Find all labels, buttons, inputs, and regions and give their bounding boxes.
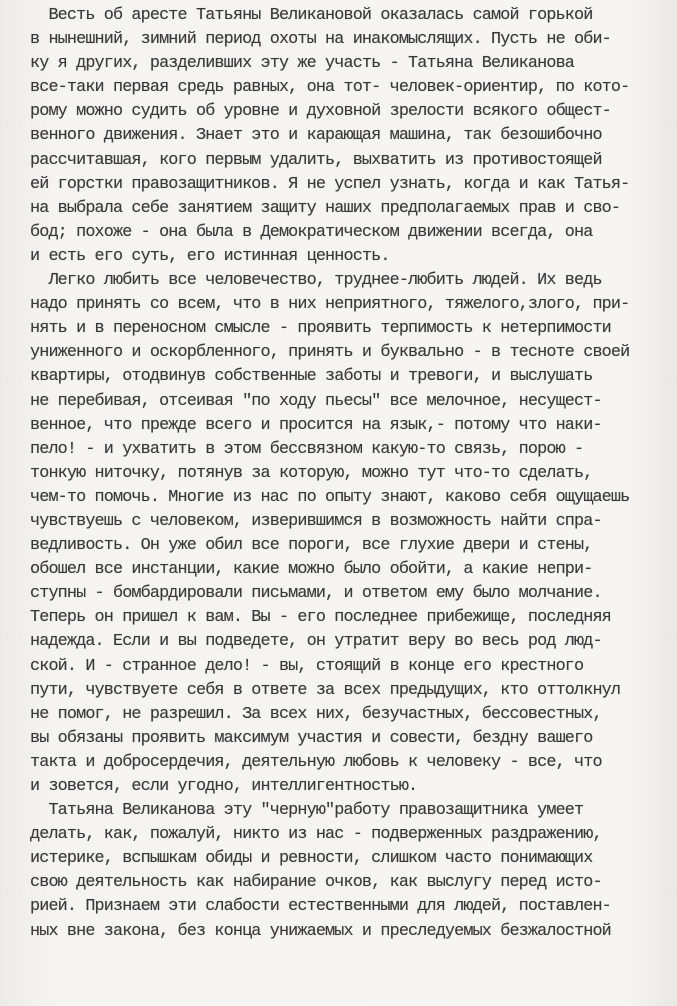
text-line: надежда. Если и вы подведете, он утратит веру во весь род люд-: [30, 632, 602, 652]
text-line: рому можно судить об уровне и духовной зрелости всякого общест-: [30, 102, 611, 122]
text-line: бод; похоже - она была в Демократическом движении всегда, она: [30, 222, 593, 242]
text-line: и есть его суть, его истинная ценность.: [30, 246, 390, 266]
text-line: в нынешний, зимний период охоты на инакомыслящих. Пусть не оби-: [30, 30, 611, 50]
text-line: на выбрала себе занятием защиту наших предполагаемых прав и сво-: [30, 198, 621, 218]
text-line: и зовется, если угодно, интеллигентностью.: [30, 777, 418, 796]
text-line: свою деятельность как набирание очков, как выслугу перед исто-: [30, 873, 602, 893]
text-line: рией. Признаем эти слабости естественными для людей, поставлен-: [30, 897, 611, 917]
text-line: не перебивая, отсеивая "по ходу пьесы" все мелочное, несущест-: [30, 391, 602, 411]
text-line: пело! - и ухватить в этом бессвязном какую-то связь, порою -: [30, 439, 584, 459]
text-line: тонкую ниточку, потянув за которую, можно тут что-то сделать,: [30, 463, 593, 483]
text-line: венное, что прежде всего и просится на язык,- потому что наки-: [30, 415, 602, 435]
text-line: такта и добросердечия, деятельную любовь к человеку - все, что: [30, 752, 602, 772]
text-line: Теперь он пришел к вам. Вы - его последнее прибежище, последняя: [30, 608, 611, 628]
text-line: делать, как, пожалуй, никто из нас - подверженных раздражению,: [30, 825, 602, 845]
text-line: чем-то помочь. Многие из нас по опыту знают, каково себя ощущаешь: [30, 487, 630, 507]
paragraph-3: [30, 799, 670, 944]
text-line: вы обязаны проявить максимум участия и совести, бездну вашего: [30, 728, 593, 748]
text-line: квартиры, отодвинув собственные заботы и тревоги, и выслушать: [30, 367, 593, 387]
text-line: все-таки первая средь равных, она тот- человек-ориентир, по кото-: [30, 78, 630, 98]
text-line: униженного и оскорбленного, принять и буквально - в тесноте своей: [30, 343, 630, 363]
text-line: надо принять со всем, что в них неприятного, тяжелого,злого, при-: [30, 295, 630, 315]
document-text: [30, 4, 670, 944]
text-line: Весть об аресте Татьяны Великановой оказалась самой горькой: [30, 6, 593, 25]
text-line: не помог, не разрешил. За всех них, безучастных, бессовестных,: [30, 704, 602, 724]
paragraph-2: [30, 269, 670, 799]
text-line: нять и в переносном смысле - проявить терпимость к нетерпимости: [30, 319, 611, 339]
text-line: ей горстки правозащитников. Я не успел узнать, когда и как Татья-: [30, 174, 630, 194]
text-line: истерике, вспышкам обиды и ревности, слишком часто понимающих: [30, 849, 593, 869]
text-line: чувствуешь с человеком, изверившимся в возможность найти спра-: [30, 511, 602, 531]
text-line: ской. И - странное дело! - вы, стоящий в конце его крестного: [30, 656, 584, 676]
text-line: ведливость. Он уже обил все пороги, все глухие двери и стены,: [30, 536, 593, 556]
text-line: ступны - бомбардировали письмами, и ответом ему было молчание.: [30, 584, 602, 604]
text-line: Татьяна Великанова эту "черную"работу правозащитника умеет: [30, 801, 584, 821]
text-line: пути, чувствуете себя в ответе за всех предыдущих, кто оттолкнул: [30, 680, 621, 700]
text-line: рассчитавшая, кого первым удалить, выхватить из противостоящей: [30, 150, 602, 170]
text-line: Легко любить все человечество, труднее-любить людей. Их ведь: [30, 271, 602, 291]
text-line: обошел все инстанции, какие можно было обойти, а какие непри-: [30, 560, 593, 580]
text-line: ку я других, разделивших эту же участь - Татьяна Великанова: [30, 54, 575, 74]
paragraph-1: [30, 4, 670, 269]
text-line: венного движения. Знает это и карающая машина, так безошибочно: [30, 126, 602, 146]
text-line: ных вне закона, без конца унижаемых и преследуемых безжалостной: [30, 921, 611, 941]
